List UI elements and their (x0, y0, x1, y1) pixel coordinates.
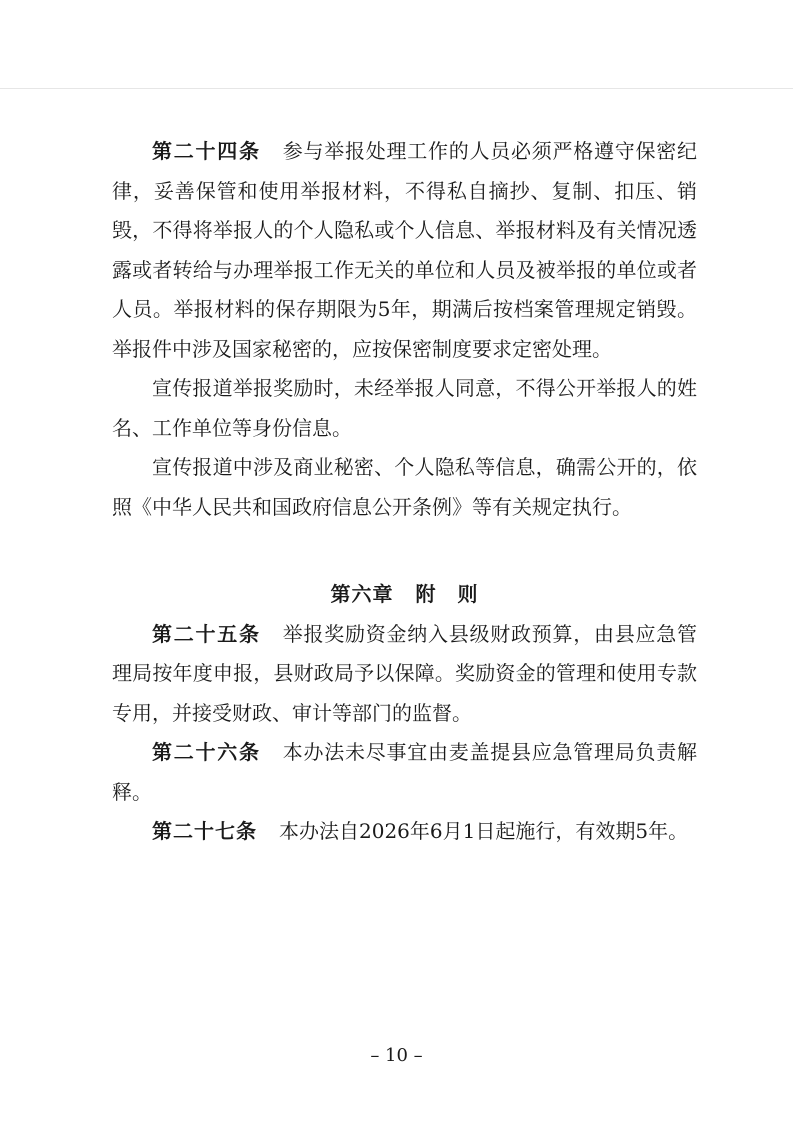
article-24 (112, 132, 697, 369)
article-26 (112, 733, 697, 812)
page-number: – 10 – (370, 1045, 423, 1066)
paragraph-publicity-consent: 宣传报道举报奖励时，未经举报人同意，不得公开举报人的姓名、工作单位等身份信息。 (112, 376, 697, 440)
chapter-title: 附 则 (415, 582, 479, 606)
chapter-heading (112, 575, 697, 615)
article-24-label: 第二十四条 (152, 139, 261, 163)
article-26-text: 本办法未尽事宜由麦盖提县应急管理局负责解释。 (112, 740, 697, 804)
document-page (112, 132, 697, 852)
article-27 (112, 812, 697, 852)
article-25-label: 第二十五条 (152, 621, 261, 646)
article-27-label: 第二十七条 (152, 819, 257, 843)
article-25 (112, 615, 697, 734)
article-26-label: 第二十六条 (152, 740, 261, 764)
scan-edge-line (0, 88, 793, 89)
article-24-text: 参与举报处理工作的人员必须严格遵守保密纪律，妥善保管和使用举报材料，不得私自摘抄、复制、扣压、销毁，不得将举报人的个人隐私或个人信息、举报材料及有关情况透露或者转给与办理举报工作无关的单位和人员及被举报的单位或者人员。举报材料的保存期限为5年，期满后按档案管理规定销毁。举报件中涉及国家秘密的，应按保密制度要求定密处理。 (112, 139, 697, 361)
article-27-text: 本办法自2026年6月1日起施行，有效期5年。 (279, 819, 689, 843)
chapter-number: 第六章 (330, 582, 394, 606)
paragraph-publicity-secrets: 宣传报道中涉及商业秘密、个人隐私等信息，确需公开的，依照《中华人民共和国政府信息公开条例》等有关规定执行。 (112, 455, 697, 519)
article-25-text: 举报奖励资金纳入县级财政预算，由县应急管理局按年度申报，县财政局予以保障。奖励资金的管理和使用专款专用，并接受财政、审计等部门的监督。 (112, 621, 697, 725)
